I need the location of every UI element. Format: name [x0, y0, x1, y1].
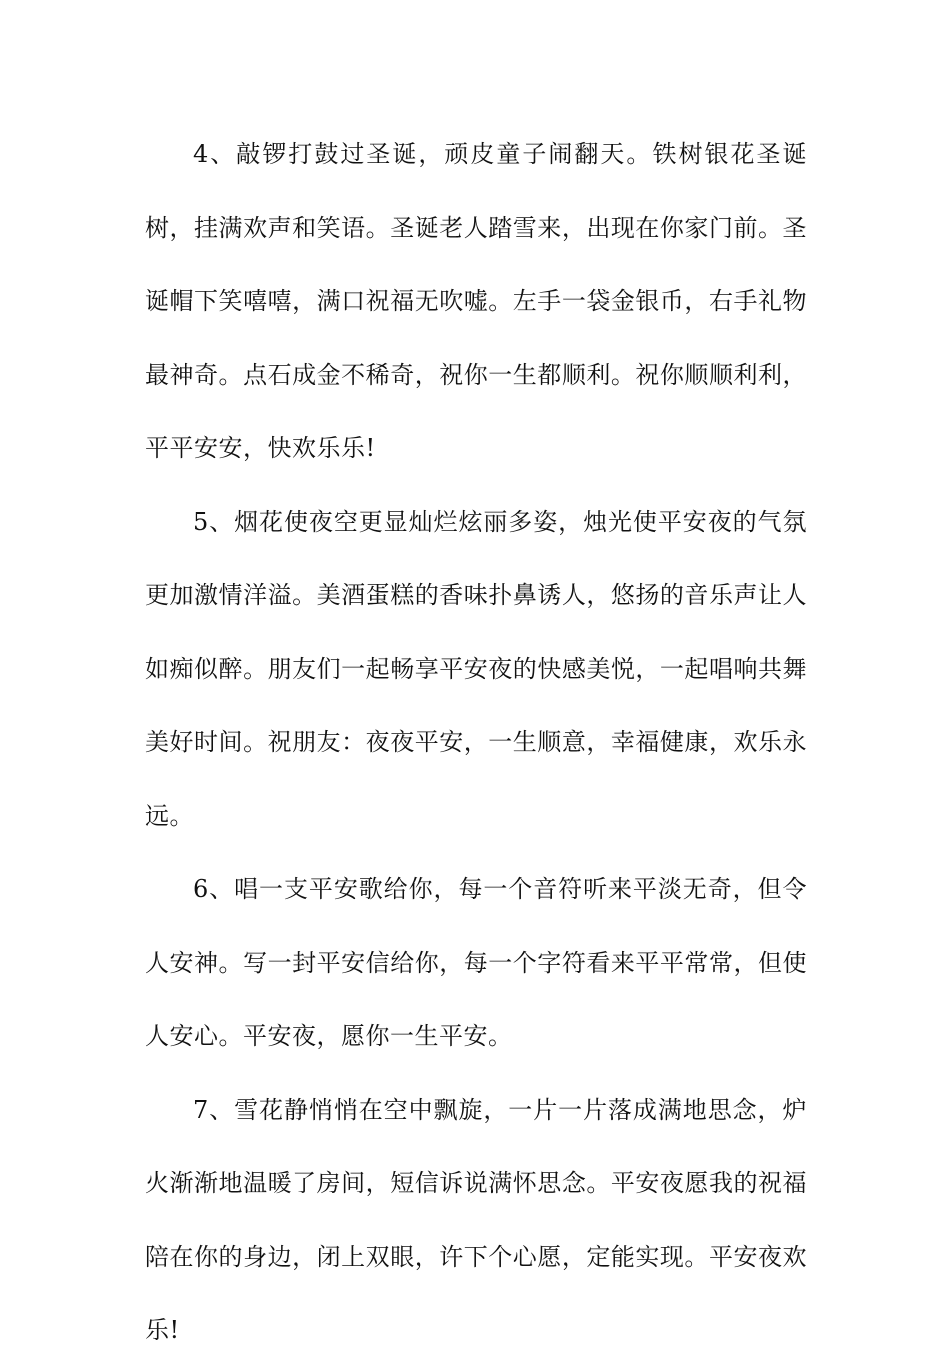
- paragraph-5: 5、烟花使夜空更显灿烂炫丽多姿，烛光使平安夜的气氛更加激情洋溢。美酒蛋糕的香味扑鼻诱人，悠扬的音乐声让人如痴似醉。朋友们一起畅享平安夜的快感美悦，一起唱响共舞美好时间。祝朋友：夜夜平安，一生顺意，幸福健康，欢乐永远。: [145, 507, 807, 830]
- paragraph-6: 6、唱一支平安歌给你，每一个音符听来平淡无奇，但令人安神。写一封平安信给你，每一个字符看来平平常常，但使人安心。平安夜，愿你一生平安。: [145, 875, 807, 1050]
- paragraph-4: 4、敲锣打鼓过圣诞，顽皮童子闹翻天。铁树银花圣诞树，挂满欢声和笑语。圣诞老人踏雪来，出现在你家门前。圣诞帽下笑嘻嘻，满口祝福无吹嘘。左手一袋金银币，右手礼物最神奇。点石成金不稀奇，祝你一生都顺利。祝你顺顺利利，平平安安，快欢乐乐!: [145, 140, 807, 462]
- document-body: [145, 118, 807, 1368]
- paragraph-7: 7、雪花静悄悄在空中飘旋，一片一片落成满地思念，炉火渐渐地温暖了房间，短信诉说满怀思念。平安夜愿我的祝福陪在你的身边，闭上双眼，许下个心愿，定能实现。平安夜欢乐!: [145, 1095, 807, 1344]
